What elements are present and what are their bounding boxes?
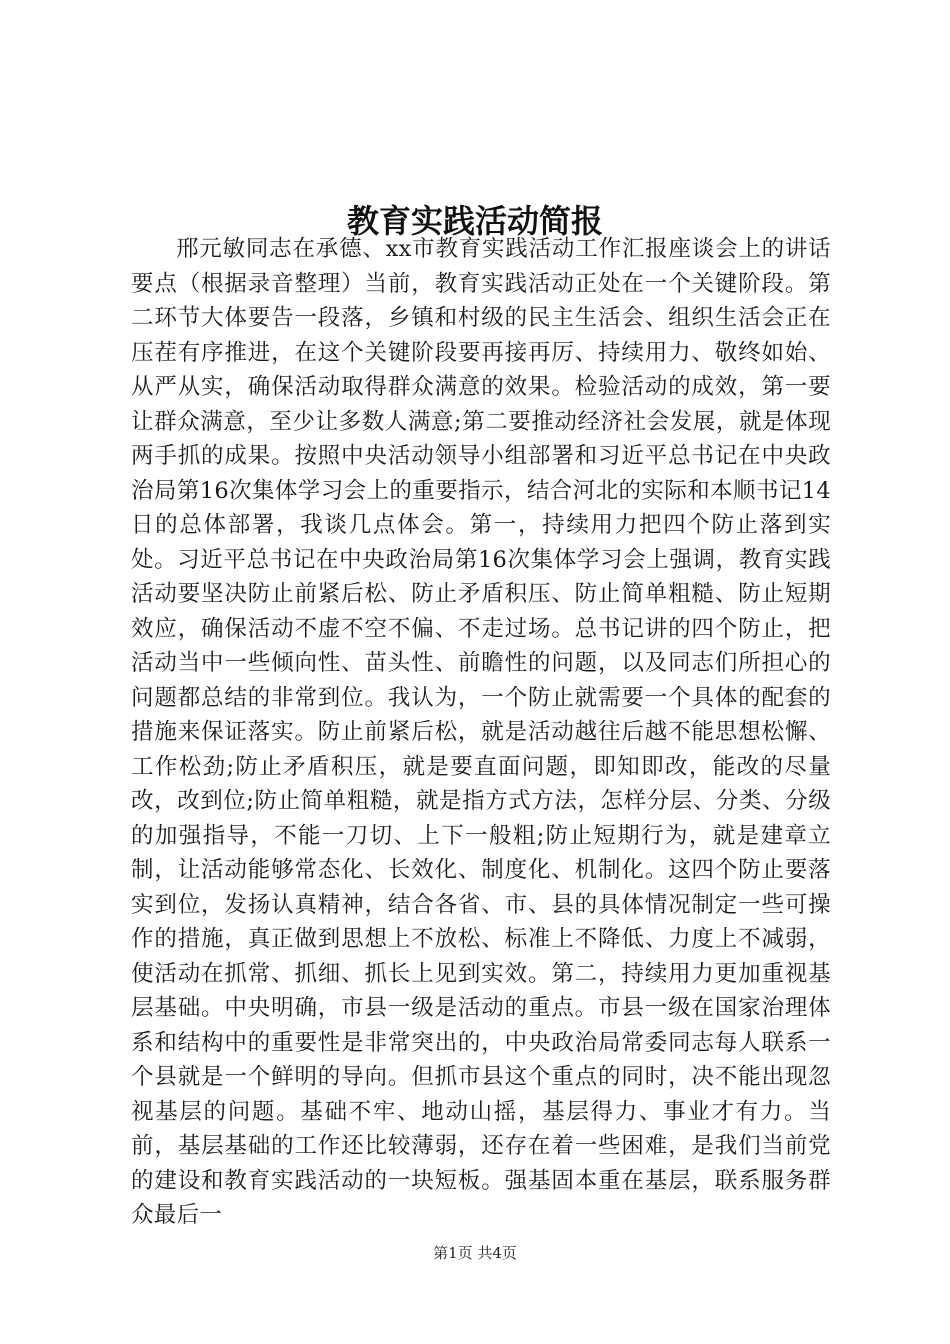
page-footer: 第1页 共4页	[433, 1244, 517, 1262]
document-title: 教育实践活动简报	[346, 202, 603, 241]
body-paragraph: 邢元敏同志在承德、xx市教育实践活动工作汇报座谈会上的讲话要点（根据录音整理）当前，教育实践活动正处在一个关键阶段。第二环节大体要告一段落，乡镇和村级的民主生活会、组织生活会正在压茬有序推进，在这个关键阶段要再接再厉、持续用力、敬终如始、从严从实，确保活动取得群众满意的效果。检验活动的成效，第一要让群众满意，至少让多数人满意;第二要推动经济社会发展，就是体现两手抓的成果。按照中央活动领导小组部署和习近平总书记在中央政治局第16次集体学习会上的重要指示，结合河北的实际和本顺书记14日的总体部署，我谈几点体会。第一，持续用力把四个防止落到实处。习近平总书记在中央政治局第16次集体学习会上强调，教育实践活动要坚决防止前紧后松、防止矛盾积压、防止简单粗糙、防止短期效应，确保活动不虚不空不偏、不走过场。总书记讲的四个防止，把活动当中一些倾向性、苗头性、前瞻性的问题，以及同志们所担心的问题都总结的非常到位。我认为，一个防止就需要一个具体的配套的措施来保证落实。防止前紧后松，就是活动越往后越不能思想松懈、工作松劲;防止矛盾积压，就是要直面问题，即知即改，能改的尽量改，改到位;防止简单粗糙，就是指方式方法，怎样分层、分类、分级的加强指导，不能一刀切、上下一般粗;防止短期行为，就是建章立制，让活动能够常态化、长效化、制度化、机制化。这四个防止要落实到位，发扬认真精神，结合各省、市、县的具体情况制定一些可操作的措施，真正做到思想上不放松、标准上不降低、力度上不减弱，使活动在抓常、抓细、抓长上见到实效。第二，持续用力更加重视基层基础。中央明确，市县一级是活动的重点。市县一级在国家治理体系和结构中的重要性是非常突出的，中央政治局常委同志每人联系一个县就是一个鲜明的导向。但抓市县这个重点的同时，决不能出现忽视基层的问题。基础不牢、地动山摇，基层得力、事业才有力。当前，基层基础的工作还比较薄弱，还存在着一些困难，是我们当前党的建设和教育实践活动的一块短板。强基固本重在基层，联系服务群众最后一	[131, 236, 831, 1228]
